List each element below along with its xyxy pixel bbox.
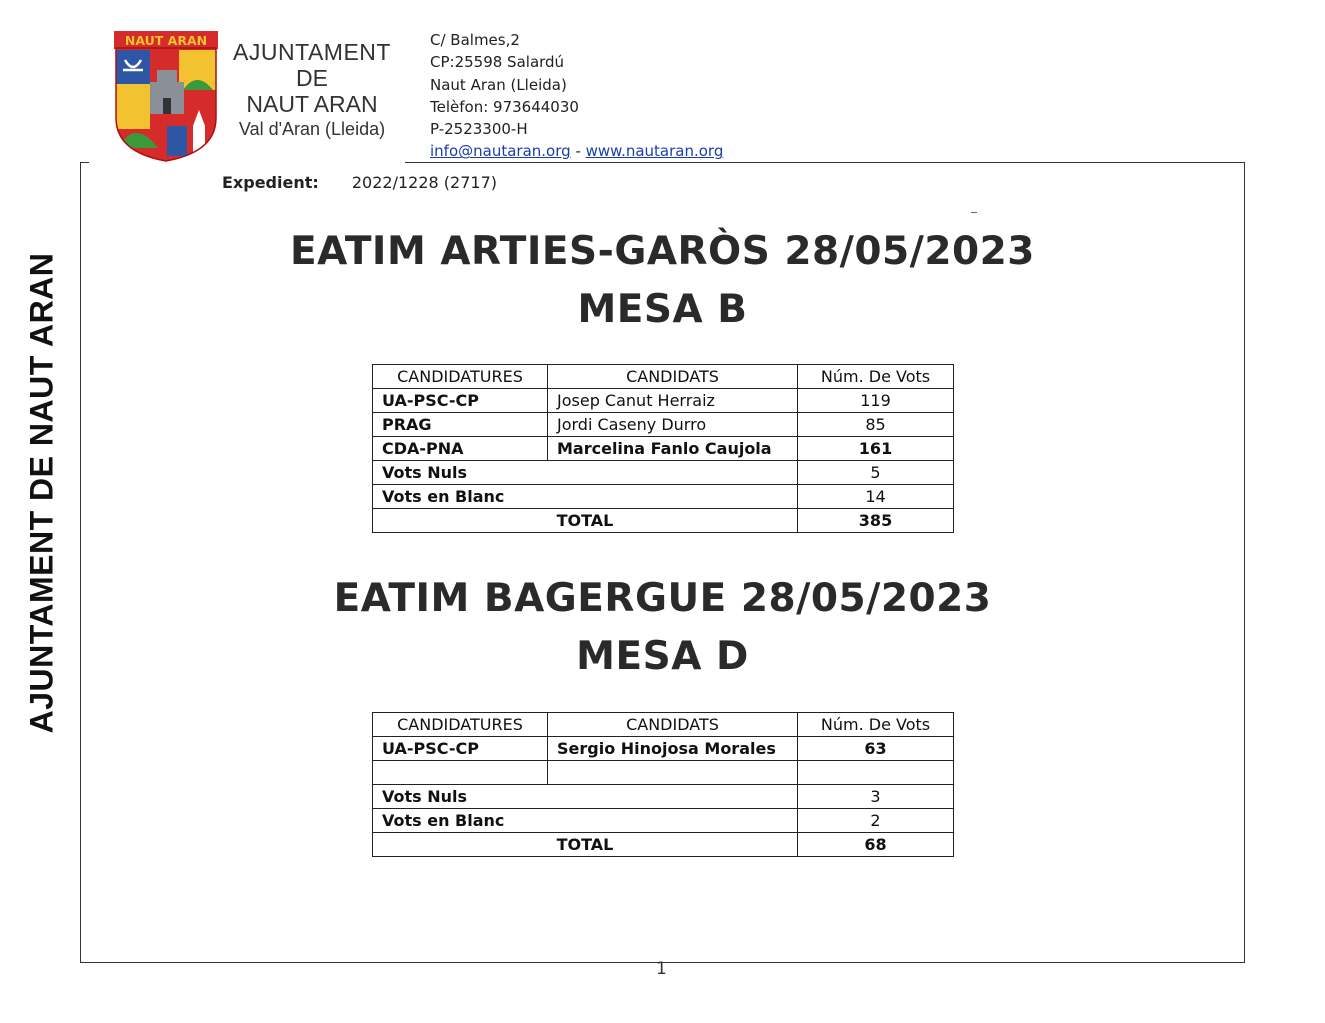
cell-total-vots: 68: [798, 833, 954, 857]
cell-candidatura: PRAG: [373, 413, 548, 437]
town-line-4: Val d'Aran (Lleida): [238, 119, 386, 140]
town-line-3: NAUT ARAN: [246, 90, 378, 117]
cell-blanc-vots: 2: [798, 809, 954, 833]
cell-candidatura: [373, 761, 548, 785]
table-row-nuls: [373, 785, 954, 809]
cell-candidat: Jordi Caseny Durro: [548, 413, 798, 437]
table-header-row: [373, 713, 954, 737]
page-number: 1: [656, 959, 667, 979]
logo-banner-text: NAUT ARAN: [124, 33, 208, 48]
cell-nuls-label: Vots Nuls: [373, 785, 798, 809]
address-postal: CP:25598 Salardú: [430, 53, 565, 72]
col-header-candidatures: CANDIDATURES: [373, 713, 548, 737]
table-header-row: [373, 365, 954, 389]
table-row-empty: [373, 761, 954, 785]
table-row-blanc: [373, 809, 954, 833]
table-row-total: [373, 509, 954, 533]
town-hall-name: [228, 40, 396, 139]
table-row-nuls: [373, 461, 954, 485]
cell-candidatura: UA-PSC-CP: [373, 737, 548, 761]
cell-vots: 63: [798, 737, 954, 761]
table-row: [373, 389, 954, 413]
col-header-candidats: CANDIDATS: [548, 713, 798, 737]
cell-total-label: TOTAL: [373, 833, 798, 857]
cell-vots: 119: [798, 389, 954, 413]
coat-of-arms-logo: [113, 30, 219, 162]
cell-vots: 161: [798, 437, 954, 461]
frame-border-left: [80, 162, 81, 963]
email-link[interactable]: info@nautaran.org: [430, 142, 571, 161]
frame-border-top: [405, 162, 1245, 163]
cell-blanc-vots: 14: [798, 485, 954, 509]
col-header-vots: Núm. De Vots: [798, 713, 954, 737]
table-row: [373, 413, 954, 437]
side-vertical-text: AJUNTAMENT DE NAUT ARAN: [23, 252, 60, 734]
section1-subtitle: MESA B: [577, 287, 748, 332]
section2-results-table: [372, 712, 954, 857]
expedient-label: Expedient:: [222, 173, 319, 192]
cell-candidat: Marcelina Fanlo Caujola: [548, 437, 798, 461]
link-separator: -: [575, 142, 581, 161]
frame-border-right: [1244, 162, 1245, 963]
table-row: [373, 437, 954, 461]
section1-title: EATIM ARTIES-GARÒS 28/05/2023: [290, 229, 1035, 274]
address-street: C/ Balmes,2: [430, 31, 520, 49]
col-header-candidats: CANDIDATS: [548, 365, 798, 389]
cell-candidat: Sergio Hinojosa Morales: [548, 737, 798, 761]
table-row: [373, 737, 954, 761]
website-link[interactable]: www.nautaran.org: [585, 142, 724, 161]
expedient-value: 2022/1228 (2717): [351, 173, 497, 192]
address-block: [430, 29, 723, 163]
cell-total-vots: 385: [798, 509, 954, 533]
cell-vots: 85: [798, 413, 954, 437]
table-row-blanc: [373, 485, 954, 509]
contact-links: [430, 140, 723, 162]
cell-nuls-label: Vots Nuls: [373, 461, 798, 485]
cell-candidat: Josep Canut Herraiz: [548, 389, 798, 413]
address-city: Naut Aran (Lleida): [430, 75, 567, 94]
cell-blanc-label: Vots en Blanc: [373, 485, 798, 509]
section1-results-table: [372, 364, 954, 533]
scan-mark: [971, 212, 977, 213]
cell-candidatura: UA-PSC-CP: [373, 389, 548, 413]
cell-total-label: TOTAL: [373, 509, 798, 533]
cell-nuls-vots: 5: [798, 461, 954, 485]
address-phone: Telèfon: 973644030: [430, 97, 579, 116]
table-row-total: [373, 833, 954, 857]
expedient-line: [222, 173, 497, 192]
cell-candidatura: CDA-PNA: [373, 437, 548, 461]
frame-border-top-left: [81, 162, 89, 163]
town-line-1: AJUNTAMENT: [233, 39, 391, 65]
cell-blanc-label: Vots en Blanc: [373, 809, 798, 833]
cell-vots: [798, 761, 954, 785]
col-header-vots: Núm. De Vots: [798, 365, 954, 389]
section2-title: EATIM BAGERGUE 28/05/2023: [333, 576, 992, 621]
cell-candidat: [548, 761, 798, 785]
section2-subtitle: MESA D: [576, 634, 749, 679]
address-tax-id: P-2523300-H: [430, 120, 528, 139]
col-header-candidatures: CANDIDATURES: [373, 365, 548, 389]
town-line-2: DE: [296, 64, 328, 91]
cell-nuls-vots: 3: [798, 785, 954, 809]
